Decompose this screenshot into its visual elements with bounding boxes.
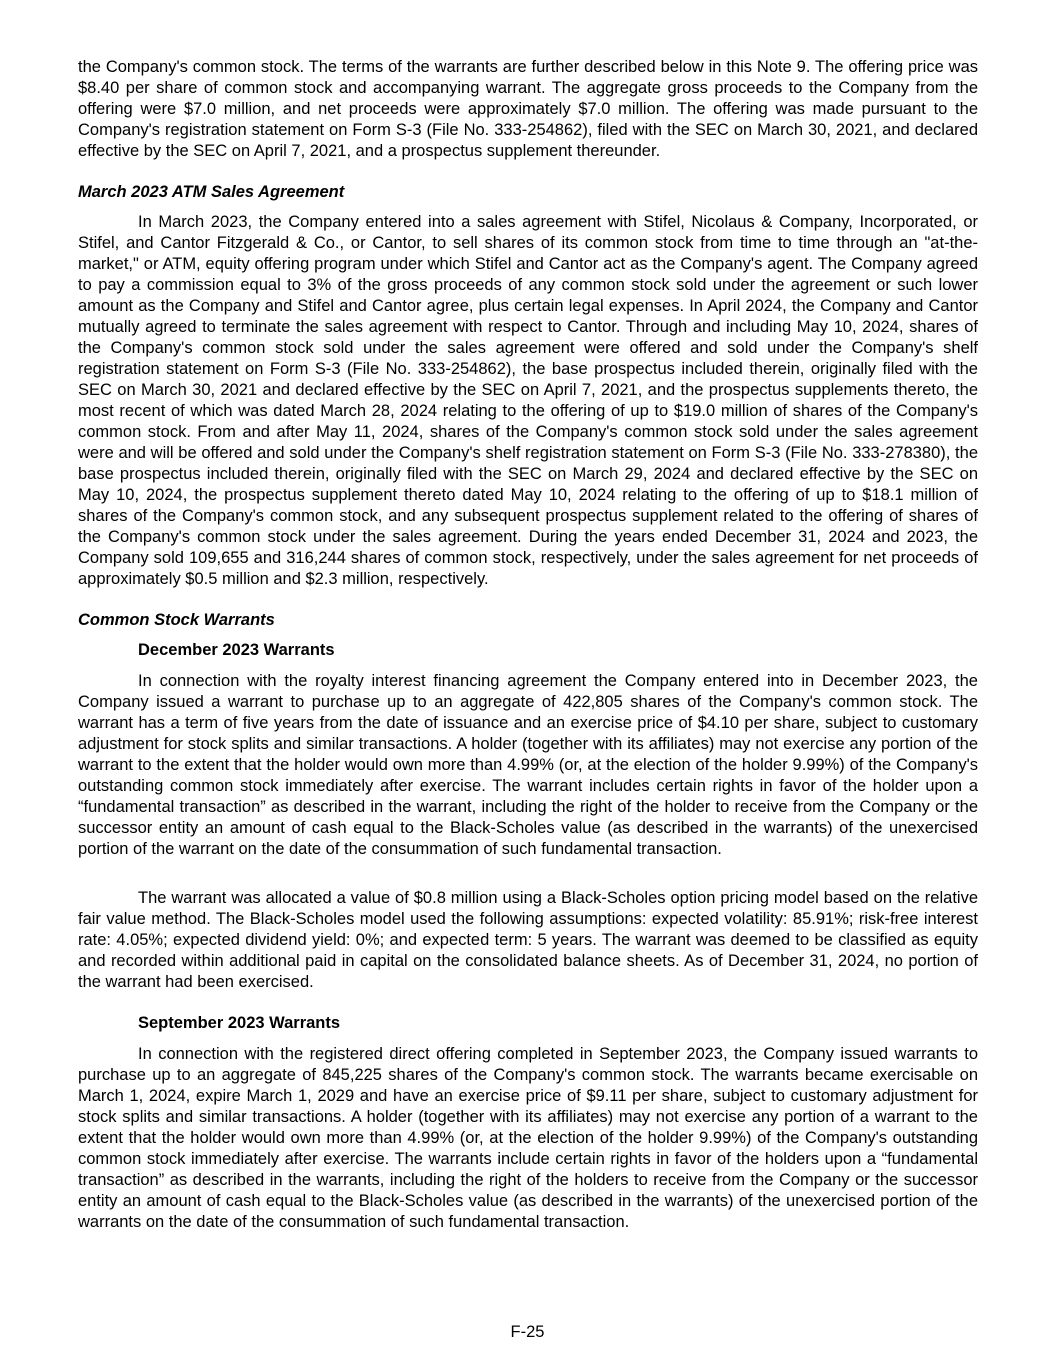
heading-december-2023-warrants: December 2023 Warrants	[138, 641, 335, 659]
heading-march-2023-atm-sales-agreement: March 2023 ATM Sales Agreement	[78, 183, 345, 201]
paragraph-public-offering-continuation: the Company's common stock. The terms of the warrants are further described below in this Note 9. The offering price was $8.40 per share of common stock and accompanying warrant. The aggregate gross proceeds to the Company from the offering were $7.0 million, and net proceeds were approximately $7.0 million. The offering was made pursuant to the Company's registration statement on Form S-3 (File No. 333-254862), filed with the SEC on March 30, 2021, and declared effective by the SEC on April 7, 2021, and a prospectus supplement thereunder.	[78, 58, 978, 160]
paragraph-december-2023-warrants: In connection with the royalty interest financing agreement the Company entered into in December 2023, the Company issued a warrant to purchase up to an aggregate of 422,805 shares of the Company's common stock. The warrant has a term of five years from the date of issuance and an exercise price of $4.10 per share, subject to customary adjustment for stock splits and similar transactions. A holder (together with its affiliates) may not exercise any portion of the warrant to the extent that the holder would own more than 4.99% (or, at the election of the holder 9.99%) of the Company's outstanding common stock immediately after exercise. The warrant includes certain rights in favor of the holder upon a “fundamental transaction” as described in the warrant, including the right of the holder to receive from the Company or the successor entity an amount of cash equal to the Black-Scholes value (as described in the warrants) of the unexercised portion of the warrant on the date of the consummation of such fundamental transaction.	[78, 672, 978, 858]
heading-september-2023-warrants: September 2023 Warrants	[138, 1014, 341, 1032]
page-number: F-25	[510, 1323, 545, 1341]
heading-common-stock-warrants: Common Stock Warrants	[78, 611, 275, 629]
paragraph-warrant-black-scholes-valuation: The warrant was allocated a value of $0.8 million using a Black-Scholes option pricing model based on the relative fair value method. The Black-Scholes model used the following assumptions: expected volatility: 85.91%; risk-free interest rate: 4.05%; expected dividend yield: 0%; and expected term: 5 years. The warrant was deemed to be classified as equity and recorded within additional paid in capital on the consolidated balance sheets. As of December 31, 2024, no portion of the warrant had been exercised.	[78, 889, 978, 991]
paragraph-september-2023-warrants: In connection with the registered direct offering completed in September 2023, the Company issued warrants to purchase up to an aggregate of 845,225 shares of the Company's common stock. The warrants became exercisable on March 1, 2024, expire March 1, 2029 and have an exercise price of $9.11 per share, subject to customary adjustment for stock splits and similar transactions. A holder (together with its affiliates) may not exercise any portion of a warrant to the extent that the holder would own more than 4.99% (or, at the election of the holder 9.99%) of the Company's outstanding common stock immediately after exercise. The warrants include certain rights in favor of the holders upon a “fundamental transaction” as described in the warrants, including the right of the holders to receive from the Company or the successor entity an amount of cash equal to the Black-Scholes value (as described in the warrants) of the unexercised portion of the warrants on the date of the consummation of such fundamental transaction.	[78, 1045, 978, 1231]
paragraph-atm-sales-agreement: In March 2023, the Company entered into a sales agreement with Stifel, Nicolaus & Company, Incorporated, or Stifel, and Cantor Fitzgerald & Co., or Cantor, to sell shares of its common stock from time to time through an "at-the-market," or ATM, equity offering program under which Stifel and Cantor act as the Company's agent. The Company agreed to pay a commission equal to 3% of the gross proceeds of any common stock sold under the agreement or such lower amount as the Company and Stifel and Cantor agree, plus certain legal expenses. In April 2024, the Company and Cantor mutually agreed to terminate the sales agreement with respect to Cantor. Through and including May 10, 2024, shares of the Company's common stock sold under the sales agreement were offered and sold under the Company's shelf registration statement on Form S-3 (File No. 333-254862), the base prospectus included therein, originally filed with the SEC on March 30, 2021 and declared effective by the SEC on April 7, 2021, and the prospectus supplements thereto, the most recent of which was dated March 28, 2024 relating to the offering of up to $19.0 million of shares of the Company's common stock. From and after May 11, 2024, shares of the Company's common stock sold under the sales agreement were and will be offered and sold under the Company's shelf registration statement on Form S-3 (File No. 333-278380), the base prospectus included therein, originally filed with the SEC on March 29, 2024 and declared effective by the SEC on May 10, 2024, the prospectus supplement thereto dated May 10, 2024 relating to the offering of up to $18.1 million of shares of the Company's common stock, and any subsequent prospectus supplement related to the offering of shares of the Company's common stock under the sales agreement. During the years ended December 31, 2024 and 2023, the Company sold 109,655 and 316,244 shares of common stock, respectively, under the sales agreement for net proceeds of approximately $0.5 million and $2.3 million, respectively.	[78, 213, 978, 588]
